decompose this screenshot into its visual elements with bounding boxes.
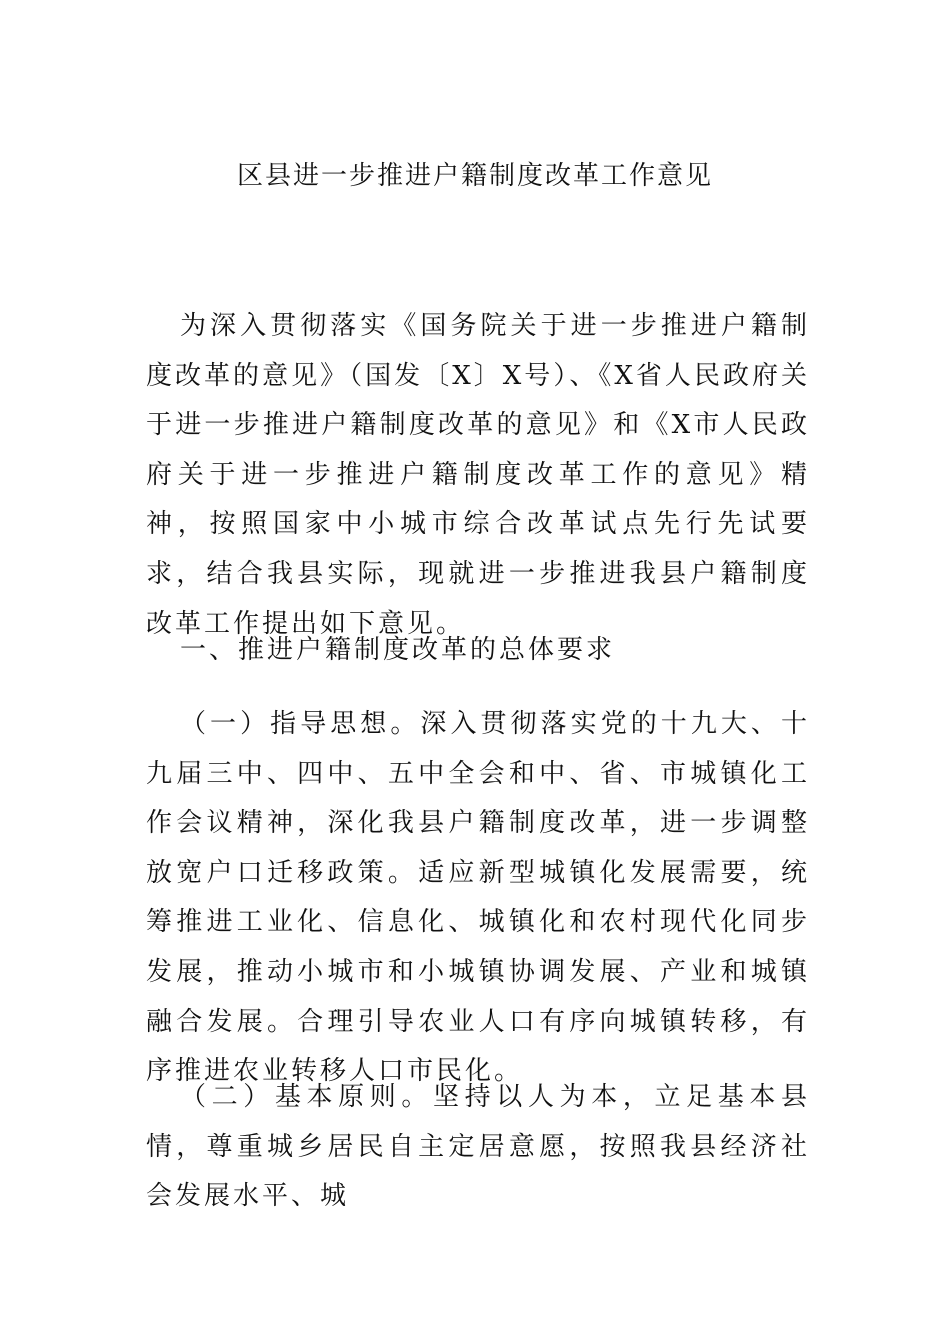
- intro-paragraph: 为深入贯彻落实《国务院关于进一步推进户籍制度改革的意见》（国发〔X〕X号）、《X省人民政府关于进一步推进户籍制度改革的意见》和《X市人民政府关于进一步推进户籍制度改革工作的意见》精神，按照国家中小城市综合改革试点先行先试要求，结合我县实际，现就进一步推进我县户籍制度改革工作提出如下意见。: [146, 311, 810, 639]
- document-title: 区县进一步推进户籍制度改革工作意见: [236, 161, 713, 191]
- guiding-thought-paragraph: （一）指导思想。深入贯彻落实党的十九大、十九届三中、四中、五中全会和中、省、市城镇化工作会议精神，深化我县户籍制度改革，进一步调整放宽户口迁移政策。适应新型城镇化发展需要，统筹推进工业化、信息化、城镇化和农村现代化同步发展，推动小城市和小城镇协调发展、产业和城镇融合发展。合理引导农业人口有序向城镇转移，有序推进农业转移人口市民化。: [146, 709, 810, 1087]
- section-heading: 一、推进户籍制度改革的总体要求: [180, 635, 616, 665]
- basic-principles-paragraph: （二）基本原则。坚持以人为本，立足基本县情，尊重城乡居民自主定居意愿，按照我县经济社会发展水平、城: [146, 1082, 810, 1212]
